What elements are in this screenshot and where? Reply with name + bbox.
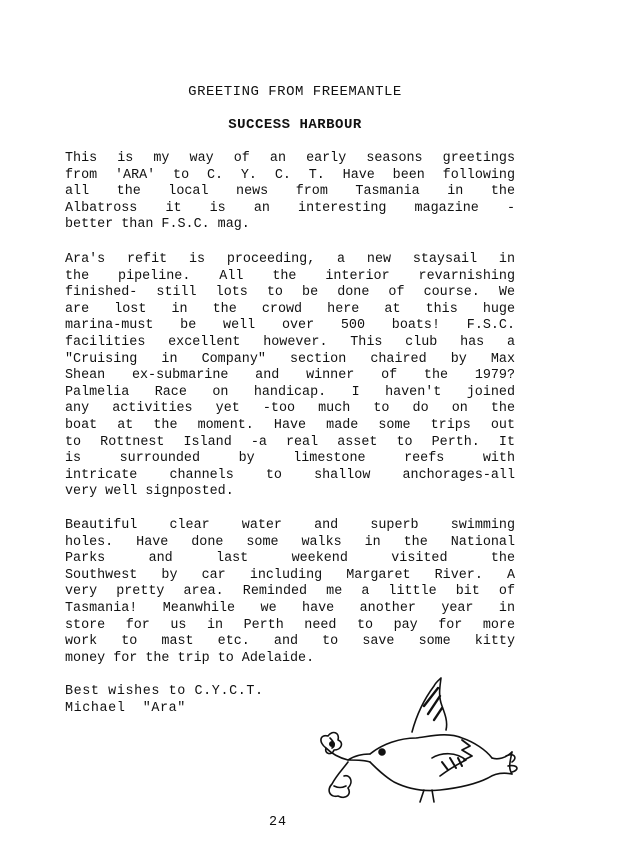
text-line: to Rottnest Island -a real asset to Perth. It	[65, 434, 515, 450]
signoff-greeting: Best wishes to C.Y.C.T.	[65, 684, 264, 699]
text-line: are lost in the crowd here at this huge	[65, 301, 515, 317]
text-line: store for us in Perth need to pay for more	[65, 617, 515, 633]
bird-with-flower-icon	[312, 672, 522, 812]
text-line: finished- still lots to be done of course. We	[65, 285, 515, 301]
paragraph-2	[65, 252, 515, 501]
text-line: holes. Have done some walks in the National	[65, 534, 515, 550]
text-line: money for the trip to Adelaide.	[65, 650, 315, 666]
signoff-name: Michael "Ara"	[65, 700, 186, 716]
text-line: better than F.S.C. mag.	[65, 217, 250, 233]
text-line: Palmelia Race on handicap. I haven't joined	[65, 384, 515, 400]
text-line: from 'ARA' to C. Y. C. T. Have been following	[65, 167, 515, 183]
text-line: any activities yet -too much to do on the	[65, 401, 515, 417]
page-subtitle: SUCCESS HARBOUR	[228, 117, 362, 133]
text-line: Albatross it is an interesting magazine -	[65, 200, 515, 216]
signoff	[65, 684, 264, 717]
text-line: the pipeline. All the interior revarnishing	[65, 268, 515, 284]
text-line: Beautiful clear water and superb swimming	[65, 518, 515, 533]
text-line: is surrounded by limestone reefs with	[65, 451, 515, 467]
text-line: Parks and last weekend visited the	[65, 551, 515, 567]
text-line: Ara's refit is proceeding, a new staysail in	[65, 252, 515, 267]
text-line: Southwest by car including Margaret River. A	[65, 567, 515, 583]
text-line: very pretty area. Reminded me a little bit of	[65, 584, 515, 600]
text-line: work to mast etc. and to save some kitty	[65, 634, 515, 650]
text-line: This is my way of an early seasons greetings	[65, 151, 515, 166]
text-line: facilities excellent however. This club has a	[65, 334, 515, 350]
text-line: boat at the moment. Have made some trips out	[65, 417, 515, 433]
paragraph-3	[65, 518, 515, 667]
paragraph-1	[65, 151, 515, 234]
text-line: marina-must be well over 500 boats! F.S.C.	[65, 318, 515, 334]
text-line: Shean ex-submarine and winner of the 1979?	[65, 368, 515, 384]
text-line: very well signposted.	[65, 484, 234, 500]
page-title: GREETING FROM FREEMANTLE	[188, 84, 402, 100]
text-line: intricate channels to shallow anchorages-all	[65, 467, 515, 483]
page-number: 24	[268, 815, 288, 830]
text-line: all the local news from Tasmania in the	[65, 184, 515, 200]
text-line: "Cruising in Company" section chaired by Max	[65, 351, 515, 367]
text-line: Tasmania! Meanwhile we have another year in	[65, 600, 515, 616]
